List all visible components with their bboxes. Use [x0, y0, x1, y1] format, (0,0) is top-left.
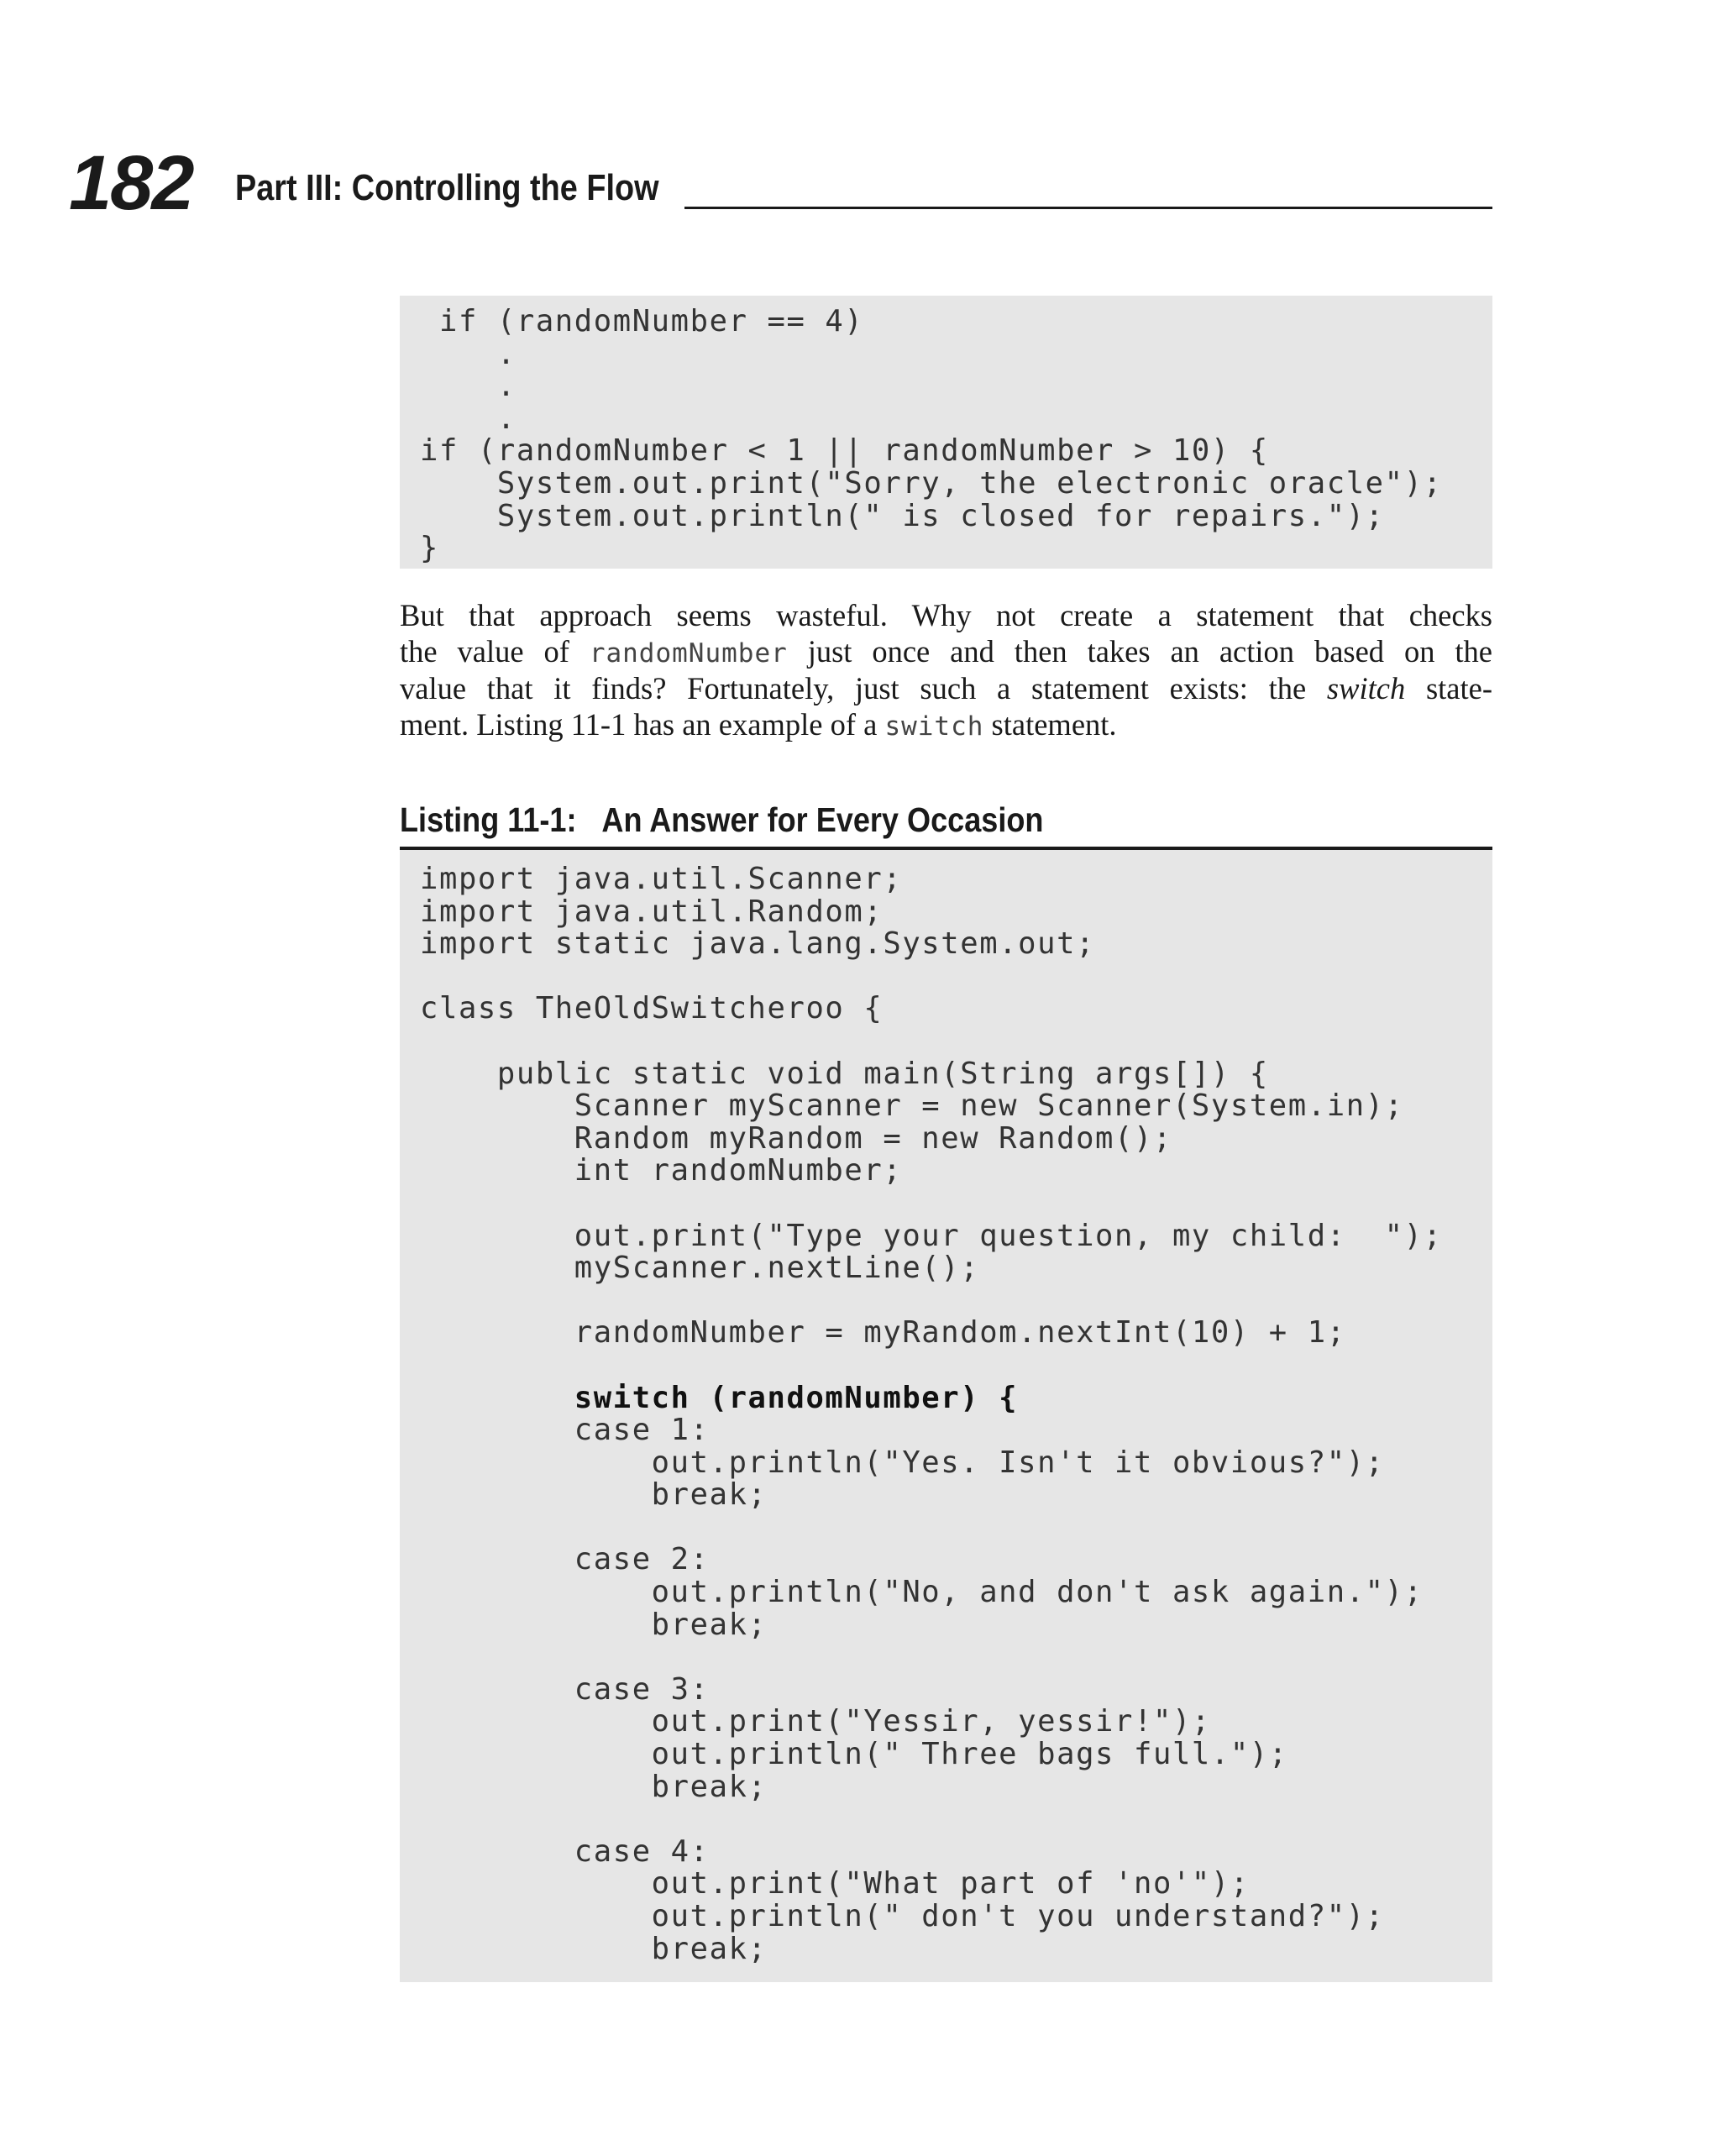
- listing-title: An Answer for Every Occasion: [601, 800, 1044, 839]
- listing-caption: [400, 800, 1044, 839]
- running-head: Part III: Controlling the Flow: [235, 167, 659, 208]
- body-paragraph: [400, 598, 1492, 744]
- code-snippet-top: [400, 296, 1492, 569]
- code-listing-text: import java.util.Scanner; import java.util.Random; import static java.lang.System.out; class TheOldSwitcheroo { public static void main(String args[]) { Scanner myScanner = new Scanner(System.in); Random myRandom = new Random(); int randomNumber; out.print("Type your question, my child: "); myScanner.nextLine(); randomNumber = myRandom.nextInt(10) + 1; switch (randomNumber) { case 1: out.println("Yes. Isn't it obvious?"); break; case 2: out.println("No, and don't ask again."); break; case 3: out.print("Yessir, yessir!"); out.println(" Three bags full."); break; case 4: out.print("What part of 'no'"); out.println(" don't you understand?"); break;: [420, 862, 1443, 1966]
- code-listing: [400, 850, 1492, 1982]
- paragraph-line-2: the value of randomNumber just once and then takes an action based on the: [400, 633, 1492, 669]
- paragraph-line-3: value that it finds? Fortunately, just such a statement exists: the switch state-: [400, 671, 1492, 706]
- paragraph-line-1: But that approach seems wasteful. Why not create a statement that checks: [400, 598, 1492, 632]
- header-rule: [684, 207, 1492, 209]
- listing-label: Listing 11-1:: [400, 800, 577, 839]
- page-number: 182: [69, 140, 193, 226]
- italic-term: switch: [1326, 671, 1406, 706]
- code-snippet-text: if (randomNumber == 4) . . . if (randomNumber < 1 || randomNumber > 10) { System.out.print("Sorry, the electronic oracle"); System.out.println(" is closed for repairs."); }: [420, 304, 1443, 566]
- switch-line: switch (randomNumber) {: [420, 1380, 1019, 1415]
- inline-code: randomNumber: [589, 637, 788, 669]
- paragraph-line-4: ment. Listing 11-1 has an example of a switch statement.: [400, 706, 1117, 742]
- inline-code: switch: [884, 711, 984, 742]
